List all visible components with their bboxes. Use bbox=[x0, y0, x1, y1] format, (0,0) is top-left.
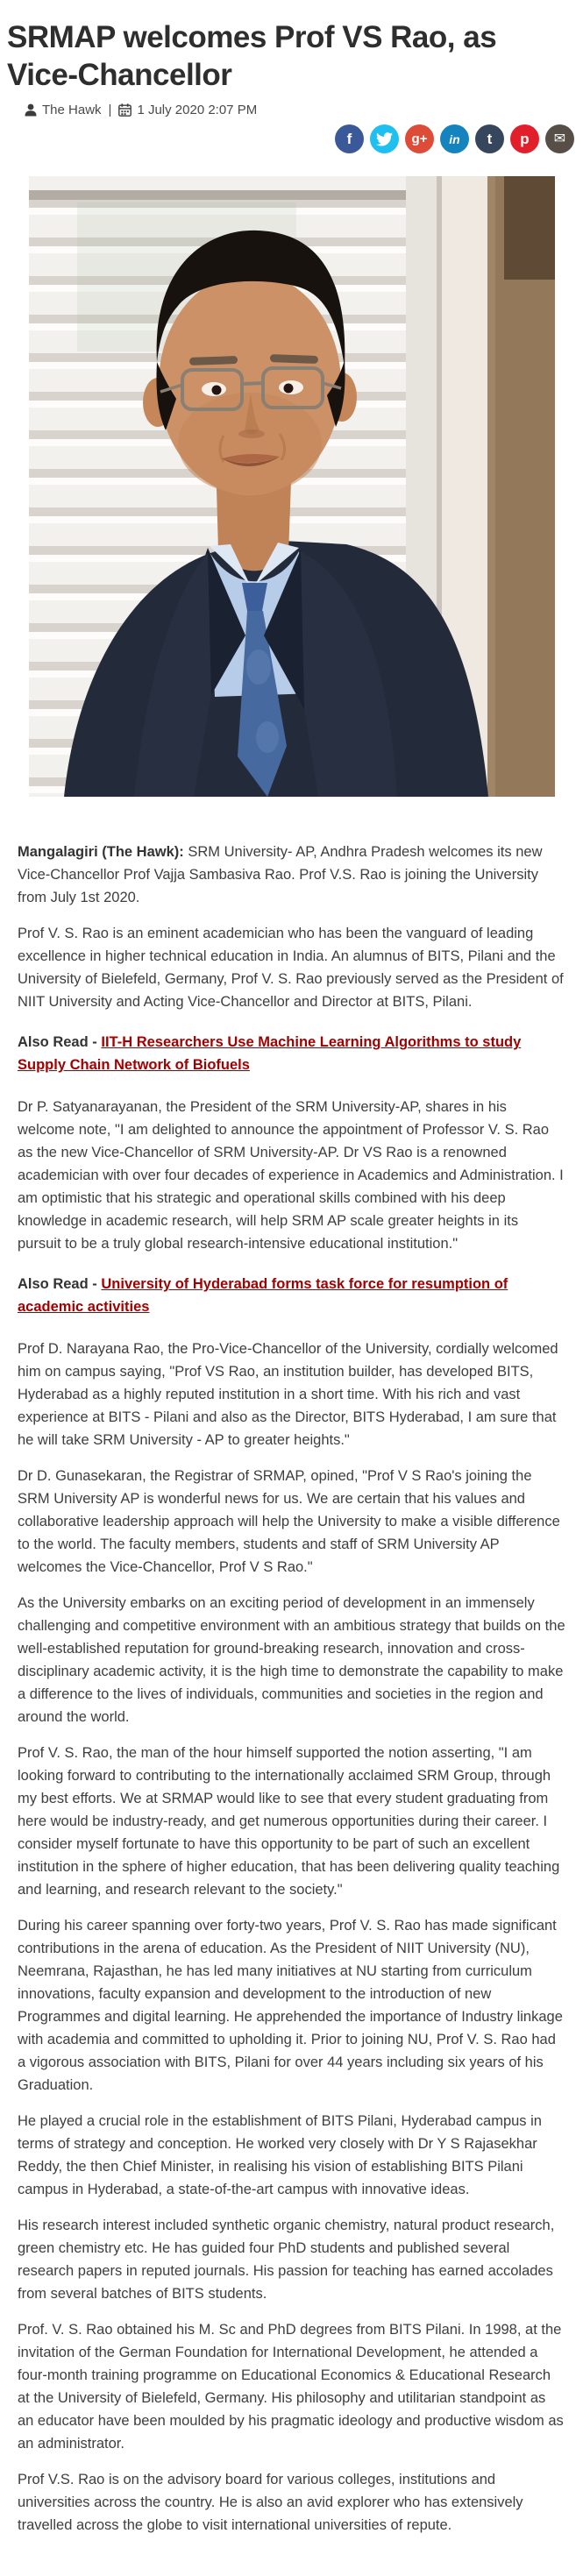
paragraph: As the University embarks on an exciting period of development in an immensely challenging and competitive environment with an ambitious strategy that builds on the well-established reputation for ground-breaking research, innovation and cross-disciplinary academic activity, it is the high time to demonstrate the capability to make a difference to the lives of individuals, communities and societies in the region and around the world. bbox=[18, 1595, 565, 1726]
pinterest-share-icon[interactable]: p bbox=[510, 124, 539, 153]
calendar-icon bbox=[118, 103, 132, 117]
publish-datetime: 1 July 2020 2:07 PM bbox=[137, 103, 258, 118]
also-read-block bbox=[18, 1273, 565, 1318]
also-read-link-uoh[interactable]: University of Hyderabad forms task force for resumption of academic activities bbox=[18, 1276, 508, 1316]
email-share-icon[interactable]: ✉ bbox=[545, 124, 574, 153]
page-title: SRMAP welcomes Prof VS Rao, as Vice-Chancellor bbox=[7, 20, 497, 92]
also-read-block bbox=[18, 1031, 565, 1076]
tumblr-share-icon[interactable]: t bbox=[475, 124, 504, 153]
paragraph: He played a crucial role in the establishment of BITS Pilani, Hyderabad campus in terms of strategy and conception. He worked very closely with Dr Y S Rajasekhar Reddy, the then Chief Minister, in realising his vision of establishing BITS Pilani campus in Hyderabad, a state-of-the-art campus with innovative ideas. bbox=[18, 2113, 542, 2198]
paragraph: Prof D. Narayana Rao, the Pro-Vice-Chancellor of the University, cordially welcomed him on campus saying, "Prof VS Rao, an institution builder, has developed BITS, Hyderabad as a highly reputed institution in a short time. With his rich and vast experience at BITS - Pilani and also as the Director, BITS Hyderabad, I am sure that he will take SRM University - AP to greater heights." bbox=[18, 1341, 558, 1449]
also-read-link-iith[interactable]: IIT-H Researchers Use Machine Learning Algorithms to study Supply Chain Network of Biofuels bbox=[18, 1034, 522, 1074]
byline bbox=[25, 103, 583, 117]
facebook-share-icon[interactable]: f bbox=[335, 124, 364, 153]
also-read-label: Also Read - bbox=[18, 1276, 102, 1293]
paragraph: Prof V. S. Rao is an eminent academician who has been the vanguard of leading excellence in higher technical education in India. An alumnus of BITS, Pilani and the University of Bielefeld, Germany, Prof V. S. Rao previously served as the President of NIIT University and Acting Vice-Chancellor and Director at BITS, Pilani. bbox=[18, 926, 564, 1011]
google-plus-share-icon[interactable]: g+ bbox=[405, 124, 434, 153]
portrait-illustration bbox=[29, 176, 555, 797]
twitter-share-icon[interactable] bbox=[370, 124, 399, 153]
byline-separator: | bbox=[108, 103, 112, 118]
paragraph-lead: Mangalagiri (The Hawk): bbox=[18, 844, 184, 861]
paragraph: Prof V. S. Rao, the man of the hour himself supported the notion asserting, "I am looking forward to contributing to the internationally acclaimed SRM Group, through my best efforts. We at SRMAP would like to see that every student graduating from here would be industry-ready, and get numerous opportunities during their career. I consider myself fortunate to have this opportunity to be part of such an excellent institution in the sphere of higher education, that has been delivering quality teaching and learning, and research relevant to the society." bbox=[18, 1745, 560, 1898]
paragraph: Dr D. Gunasekaran, the Registrar of SRMAP, opined, "Prof V S Rao's joining the SRM University AP is wonderful news for us. We are certain that his values and collaborative leadership approach will help the University to make a visible difference to the world. The faculty members, students and staff of SRM University AP welcomes the Vice-Chancellor, Prof V S Rao." bbox=[18, 1468, 560, 1576]
linkedin-share-icon[interactable]: in bbox=[440, 124, 469, 153]
paragraph: His research interest included synthetic organic chemistry, natural product research, green chemistry etc. He has guided four PhD students and published several research papers in reputed journals. His passion for teaching has earned accolades from several batches of BITS students. bbox=[18, 2218, 555, 2303]
article-photo bbox=[29, 176, 555, 797]
share-row bbox=[0, 121, 583, 153]
paragraph: Dr P. Satyanarayanan, the President of the SRM University-AP, shares in his welcome note, "I am delighted to announce the appointment of Professor V. S. Rao as the new Vice-Chancellor of SRM University-AP. Dr VS Rao is a renowned academician with over four decades of experience in Academics and Administration. I am optimistic that his strategic and operational skills combined with his deep knowledge in academic research, will help SRM AP scale greater heights in its pursuit to be a truly global research-intensive educational institution." bbox=[18, 1099, 564, 1253]
paragraph: During his career spanning over forty-two years, Prof V. S. Rao has made significant contributions in the arena of education. As the President of NIIT University (NU), Neemrana, Rajasthan, he has led many initiatives at NU starting from curriculum innovations, faculty expansion and development to the introduction of new Programmes and digital learning. He apprehended the importance of Industry linkage with academia and committed to upholding it. Prior to joining NU, Prof V. S. Rao had a vigorous association with BITS, Pilani for over 44 years including six years of his Graduation. bbox=[18, 1918, 563, 2094]
author-icon bbox=[25, 103, 37, 117]
also-read-label: Also Read - bbox=[18, 1034, 102, 1051]
paragraph: Mangalagiri (The Hawk): SRM University- AP, Andhra Pradesh welcomes its new Vice-Chancellor Prof Vajja Sambasiva Rao. Prof V.S. Rao is joining the University from July 1st 2020. bbox=[18, 844, 543, 906]
paragraph: Prof. V. S. Rao obtained his M. Sc and PhD degrees from BITS Pilani. In 1998, at the invitation of the German Foundation for International Development, he attended a four-month training programme on Educational Economics & Educational Research at the University of Bielefeld, Germany. His philosophy and utilitarian standpoint as an educator have been moulded by his pragmatic ideology and productive wisdom as an administrator. bbox=[18, 2322, 564, 2452]
paragraph: Prof V.S. Rao is on the advisory board for various colleges, institutions and universities across the country. He is also an avid explorer who has extensively travelled across the globe to visit international universities of repute. bbox=[18, 2472, 523, 2534]
article-body bbox=[0, 841, 583, 2576]
author-name: The Hawk bbox=[42, 103, 102, 118]
